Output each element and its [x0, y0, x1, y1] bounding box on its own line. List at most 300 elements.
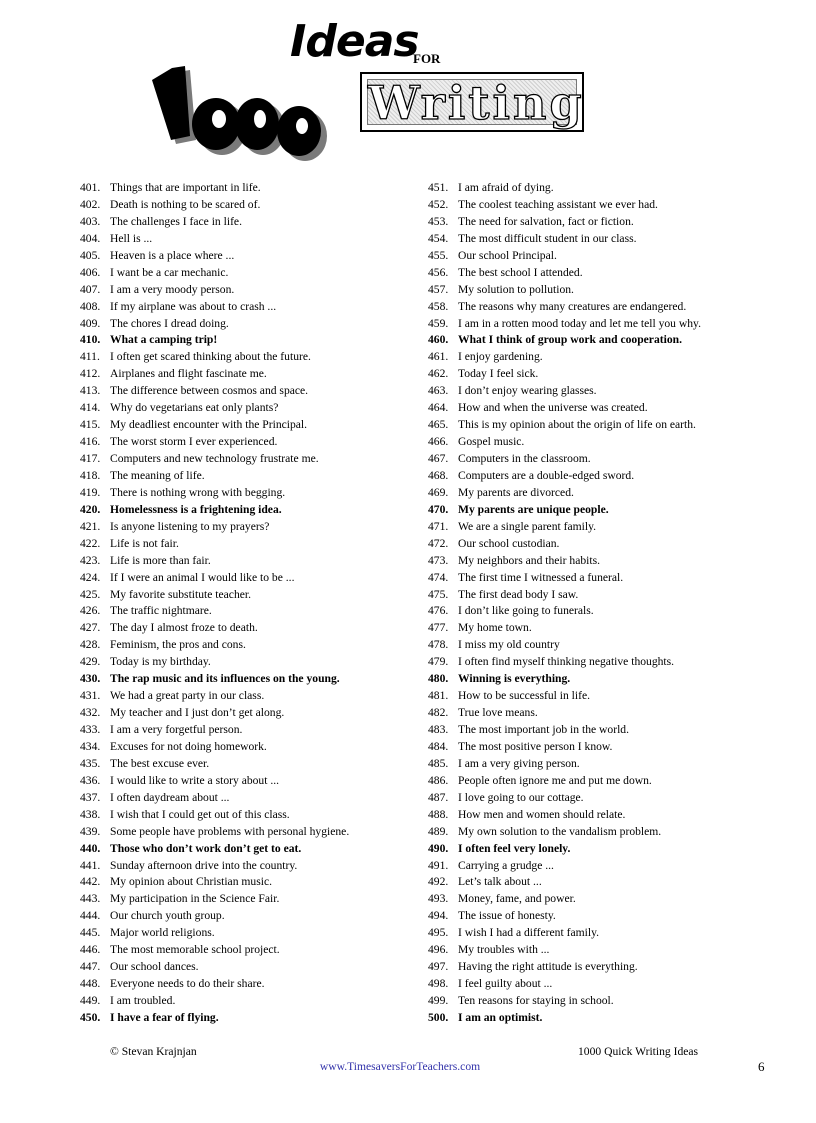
list-item: [80, 197, 420, 214]
item-text: I don’t like going to funerals.: [458, 604, 594, 618]
item-number: 466.: [428, 435, 449, 449]
item-number: 425.: [80, 587, 101, 601]
list-item: [428, 976, 758, 993]
item-text: My neighbors and their habits.: [458, 553, 601, 567]
list-item: [80, 519, 420, 536]
item-text: My own solution to the vandalism problem.: [458, 824, 662, 838]
item-text: I am a very moody person.: [110, 282, 235, 296]
list-item: [80, 332, 420, 349]
list-item: [428, 620, 758, 637]
item-number: 480.: [428, 672, 449, 686]
item-text: Our school dances.: [110, 960, 199, 974]
item-number: 412.: [80, 367, 101, 381]
list-item: [80, 993, 420, 1010]
item-text: Our school Principal.: [458, 248, 557, 262]
item-number: 465.: [428, 418, 449, 432]
list-item: [428, 925, 758, 942]
item-number: 428.: [80, 638, 101, 652]
item-text: The meaning of life.: [110, 468, 205, 482]
item-text: What I think of group work and cooperation.: [458, 333, 682, 347]
item-number: 456.: [428, 265, 449, 279]
list-item: [80, 773, 420, 790]
item-text: Why do vegetarians eat only plants?: [110, 401, 279, 415]
footer-url[interactable]: www.TimesaversForTeachers.com: [319, 1060, 481, 1073]
list-item: [80, 841, 420, 858]
item-text: Is anyone listening to my prayers?: [110, 519, 270, 533]
item-text: I wish that I could get out of this class.: [110, 807, 290, 821]
item-text: Carrying a grudge ...: [458, 858, 554, 872]
footer-book-title: 1000 Quick Writing Ideas: [578, 1045, 699, 1058]
item-number: 433.: [80, 723, 101, 736]
item-text: I miss my old country: [458, 638, 560, 652]
item-text: I am afraid of dying.: [458, 181, 554, 194]
list-item: [80, 908, 420, 925]
list-item: [428, 858, 758, 875]
list-item: [428, 841, 758, 858]
item-number: 446.: [80, 943, 101, 957]
item-text: People often ignore me and put me down.: [458, 773, 652, 787]
item-number: 498.: [428, 977, 449, 991]
list-item: [428, 417, 758, 434]
ideas-list-right: [428, 180, 758, 1027]
list-item: [80, 434, 420, 451]
item-text: I am a very giving person.: [458, 756, 580, 770]
item-number: 458.: [428, 299, 449, 313]
ideas-wordmark: Ideas: [290, 16, 419, 67]
item-number: 419.: [80, 485, 101, 499]
list-item: [428, 891, 758, 908]
page-number: 6: [758, 1059, 765, 1074]
item-text: The challenges I face in life.: [110, 214, 242, 228]
item-number: 491.: [428, 858, 449, 872]
item-text: What a camping trip!: [110, 333, 218, 347]
item-number: 477.: [428, 621, 449, 635]
list-item: [80, 383, 420, 400]
list-item: [80, 570, 420, 587]
item-text: Excuses for not doing homework.: [110, 739, 267, 753]
item-number: 438.: [80, 807, 101, 821]
item-number: 418.: [80, 468, 101, 482]
item-number: 474.: [428, 570, 449, 584]
item-text: I often get scared thinking about the future.: [110, 350, 311, 364]
item-number: 436.: [80, 773, 101, 787]
list-item: [428, 671, 758, 688]
item-text: Computers are a double-edged sword.: [458, 468, 635, 482]
item-text: Let’s talk about ...: [458, 875, 542, 889]
item-number: 499.: [428, 994, 449, 1007]
list-item: [80, 587, 420, 604]
item-text: The day I almost froze to death.: [110, 621, 258, 635]
item-number: 427.: [80, 621, 101, 635]
item-text: I am in a rotten mood today and let me tell you why.: [458, 316, 701, 330]
item-number: 455.: [428, 248, 449, 262]
item-number: 484.: [428, 739, 449, 753]
item-number: 482.: [428, 706, 449, 720]
list-item: [428, 908, 758, 925]
item-text: The reasons why many creatures are endangered.: [458, 299, 687, 313]
item-text: Everyone needs to do their share.: [110, 977, 265, 991]
item-number: 496.: [428, 943, 449, 957]
item-number: 422.: [80, 536, 101, 550]
item-text: The difference between cosmos and space.: [110, 384, 309, 398]
item-number: 420.: [80, 502, 101, 516]
item-text: Some people have problems with personal hygiene.: [110, 824, 350, 838]
item-number: 461.: [428, 350, 449, 364]
item-text: My home town.: [458, 621, 532, 635]
item-text: I often feel very lonely.: [458, 841, 571, 855]
list-item: [428, 332, 758, 349]
item-text: The worst storm I ever experienced.: [110, 435, 278, 449]
item-text: We had a great party in our class.: [110, 689, 265, 703]
item-number: 462.: [428, 367, 449, 381]
list-item: [80, 671, 420, 688]
item-number: 404.: [80, 231, 101, 245]
item-number: 486.: [428, 773, 449, 787]
item-number: 441.: [80, 858, 101, 872]
item-text: Feminism, the pros and cons.: [110, 638, 246, 652]
list-item: [80, 231, 420, 248]
list-item: [80, 451, 420, 468]
item-text: The issue of honesty.: [458, 909, 556, 923]
list-item: [80, 366, 420, 383]
list-item: [80, 925, 420, 942]
list-item: [428, 807, 758, 824]
item-text: The most positive person I know.: [458, 739, 613, 753]
item-text: Those who don’t work don’t get to eat.: [110, 841, 302, 855]
list-item: [428, 299, 758, 316]
item-text: The rap music and its influences on the young.: [110, 672, 340, 686]
item-number: 468.: [428, 468, 449, 482]
item-number: 469.: [428, 485, 449, 499]
list-item: [428, 722, 758, 739]
item-number: 430.: [80, 672, 101, 686]
item-number: 471.: [428, 519, 449, 533]
item-text: I have a fear of flying.: [110, 1010, 219, 1024]
item-text: Death is nothing to be scared of.: [110, 197, 261, 211]
item-text: The need for salvation, fact or fiction.: [458, 214, 634, 228]
item-text: Computers and new technology frustrate me.: [110, 452, 319, 465]
list-item: [80, 858, 420, 875]
item-number: 460.: [428, 333, 449, 347]
item-number: 406.: [80, 265, 101, 279]
item-number: 488.: [428, 807, 449, 821]
item-text: True love means.: [458, 706, 538, 720]
item-number: 411.: [80, 350, 100, 364]
header-logo: [0, 0, 816, 175]
item-number: 472.: [428, 536, 449, 550]
list-item: [80, 400, 420, 417]
item-text: I love going to our cottage.: [458, 790, 584, 804]
item-number: 445.: [80, 926, 101, 940]
item-number: 497.: [428, 960, 449, 974]
item-number: 475.: [428, 587, 449, 601]
list-item: [428, 705, 758, 722]
list-item: [80, 739, 420, 756]
item-text: How to be successful in life.: [458, 689, 591, 703]
item-number: 447.: [80, 960, 101, 974]
item-number: 476.: [428, 604, 449, 618]
item-number: 483.: [428, 723, 449, 736]
list-item: [428, 654, 758, 671]
item-number: 409.: [80, 316, 101, 330]
list-item: [80, 299, 420, 316]
item-text: Airplanes and flight fascinate me.: [110, 367, 267, 381]
writing-banner-pattern: [367, 76, 585, 130]
item-text: The best excuse ever.: [110, 756, 210, 770]
item-number: 450.: [80, 1010, 101, 1024]
item-text: My participation in the Science Fair.: [110, 892, 280, 906]
list-item: [80, 891, 420, 908]
list-item: [428, 214, 758, 231]
list-item: [80, 790, 420, 807]
item-number: 479.: [428, 655, 449, 669]
item-number: 487.: [428, 790, 449, 804]
list-item: [428, 265, 758, 282]
item-text: My teacher and I just don’t get along.: [110, 706, 285, 720]
ideas-list-left: [80, 180, 420, 1027]
list-item: [428, 1010, 758, 1027]
item-number: 452.: [428, 197, 449, 211]
item-text: Money, fame, and power.: [458, 892, 576, 906]
item-text: The most difficult student in our class.: [458, 231, 637, 245]
list-item: [428, 536, 758, 553]
item-number: 403.: [80, 214, 101, 228]
item-number: 431.: [80, 689, 101, 703]
item-number: 439.: [80, 824, 101, 838]
item-text: My solution to pollution.: [458, 282, 574, 296]
list-item: [428, 637, 758, 654]
list-item: [80, 603, 420, 620]
item-text: Computers in the classroom.: [458, 452, 591, 465]
item-text: We are a single parent family.: [458, 519, 597, 533]
item-number: 494.: [428, 909, 449, 923]
list-item: [80, 807, 420, 824]
list-item: [428, 451, 758, 468]
item-text: This is my opinion about the origin of life on earth.: [458, 418, 696, 432]
item-text: I feel guilty about ...: [458, 977, 553, 991]
writing-wordmark: Writing: [368, 76, 585, 130]
list-item: [428, 959, 758, 976]
item-text: Heaven is a place where ...: [110, 248, 235, 262]
item-text: My parents are divorced.: [458, 485, 574, 499]
item-number: 459.: [428, 316, 449, 330]
list-item: [428, 519, 758, 536]
item-number: 429.: [80, 655, 101, 669]
list-item: [80, 722, 420, 739]
item-text: If I were an animal I would like to be ...: [110, 570, 295, 584]
item-text: My favorite substitute teacher.: [110, 587, 252, 601]
list-item: [80, 959, 420, 976]
list-item: [428, 485, 758, 502]
list-item: [428, 688, 758, 705]
list-item: [80, 214, 420, 231]
list-item: [428, 180, 758, 197]
list-item: [428, 366, 758, 383]
item-number: 443.: [80, 892, 101, 906]
number-1000-graphic: [0, 0, 340, 175]
list-item: [428, 349, 758, 366]
list-item: [428, 773, 758, 790]
list-item: [428, 197, 758, 214]
item-text: I often daydream about ...: [110, 790, 230, 804]
list-item: [428, 874, 758, 891]
item-number: 464.: [428, 401, 449, 415]
for-label: FOR: [413, 51, 441, 66]
item-text: My troubles with ...: [458, 943, 550, 957]
list-item: [428, 739, 758, 756]
item-text: I often find myself thinking negative thoughts.: [458, 655, 675, 669]
list-item: [80, 874, 420, 891]
list-item: [428, 231, 758, 248]
list-item: [80, 180, 420, 197]
item-text: Major world religions.: [110, 926, 215, 940]
item-number: 414.: [80, 401, 101, 415]
item-number: 437.: [80, 790, 101, 804]
item-text: There is nothing wrong with begging.: [110, 485, 286, 499]
item-text: How men and women should relate.: [458, 807, 626, 821]
item-text: The most important job in the world.: [458, 723, 629, 736]
item-number: 448.: [80, 977, 101, 991]
list-item: [80, 976, 420, 993]
list-item: [80, 688, 420, 705]
list-item: [428, 502, 758, 519]
item-text: I wish I had a different family.: [458, 926, 600, 940]
item-number: 424.: [80, 570, 101, 584]
list-item: [80, 553, 420, 570]
item-number: 454.: [428, 231, 449, 245]
item-number: 470.: [428, 502, 449, 516]
item-text: Life is not fair.: [110, 536, 179, 550]
list-item: [80, 468, 420, 485]
list-item: [428, 400, 758, 417]
list-item: [80, 502, 420, 519]
item-text: Sunday afternoon drive into the country.: [110, 858, 298, 872]
item-text: The first time I witnessed a funeral.: [458, 570, 624, 584]
item-text: Our school custodian.: [458, 536, 560, 550]
list-item: [80, 756, 420, 773]
item-text: I enjoy gardening.: [458, 350, 543, 364]
list-item: [428, 383, 758, 400]
item-number: 500.: [428, 1010, 449, 1024]
item-text: The first dead body I saw.: [458, 587, 579, 601]
list-item: [428, 603, 758, 620]
list-item: [80, 824, 420, 841]
item-text: The chores I dread doing.: [110, 316, 229, 330]
item-number: 435.: [80, 756, 101, 770]
list-item: [428, 570, 758, 587]
item-text: Gospel music.: [458, 435, 525, 449]
list-item: [80, 265, 420, 282]
item-number: 453.: [428, 214, 449, 228]
item-number: 407.: [80, 282, 101, 296]
item-number: 415.: [80, 418, 101, 432]
item-number: 490.: [428, 841, 449, 855]
item-number: 402.: [80, 197, 101, 211]
list-item: [428, 553, 758, 570]
item-number: 432.: [80, 706, 101, 720]
item-number: 467.: [428, 452, 449, 465]
item-text: The best school I attended.: [458, 265, 583, 279]
list-item: [80, 654, 420, 671]
list-item: [80, 1010, 420, 1027]
list-item: [428, 993, 758, 1010]
item-number: 417.: [80, 452, 101, 465]
item-number: 473.: [428, 553, 449, 567]
list-item: [428, 587, 758, 604]
list-item: [80, 705, 420, 722]
item-number: 444.: [80, 909, 101, 923]
list-item: [80, 485, 420, 502]
item-number: 416.: [80, 435, 101, 449]
item-text: I would like to write a story about ...: [110, 773, 280, 787]
item-text: Our church youth group.: [110, 909, 225, 923]
item-number: 408.: [80, 299, 101, 313]
item-number: 489.: [428, 824, 449, 838]
list-item: [428, 756, 758, 773]
item-text: The coolest teaching assistant we ever had.: [458, 197, 658, 211]
item-number: 426.: [80, 604, 101, 618]
item-text: My parents are unique people.: [458, 502, 609, 516]
list-item: [80, 417, 420, 434]
item-text: My opinion about Christian music.: [110, 875, 272, 889]
list-item: [428, 316, 758, 333]
item-text: Today I feel sick.: [458, 367, 539, 381]
item-text: Hell is ...: [110, 231, 153, 245]
item-number: 463.: [428, 384, 449, 398]
list-item: [428, 468, 758, 485]
item-number: 493.: [428, 892, 449, 906]
item-text: The most memorable school project.: [110, 943, 280, 957]
item-number: 401.: [80, 181, 101, 194]
item-text: Life is more than fair.: [110, 553, 211, 567]
list-item: [428, 248, 758, 265]
item-number: 485.: [428, 756, 449, 770]
item-text: Having the right attitude is everything.: [458, 960, 638, 974]
item-text: My deadliest encounter with the Principal.: [110, 418, 308, 432]
item-number: 410.: [80, 333, 101, 347]
item-number: 492.: [428, 875, 449, 889]
list-item: [80, 316, 420, 333]
item-text: I don’t enjoy wearing glasses.: [458, 384, 597, 398]
list-item: [80, 282, 420, 299]
item-number: 421.: [80, 519, 101, 533]
list-item: [80, 637, 420, 654]
item-number: 478.: [428, 638, 449, 652]
list-item: [80, 620, 420, 637]
list-item: [80, 942, 420, 959]
item-number: 451.: [428, 181, 449, 194]
item-text: I want be a car mechanic.: [110, 265, 229, 279]
list-item: [428, 790, 758, 807]
item-number: 423.: [80, 553, 101, 567]
item-number: 457.: [428, 282, 449, 296]
list-item: [428, 942, 758, 959]
item-number: 481.: [428, 689, 449, 703]
item-text: I am an optimist.: [458, 1010, 543, 1024]
item-text: Ten reasons for staying in school.: [458, 994, 614, 1007]
item-number: 413.: [80, 384, 101, 398]
list-item: [428, 434, 758, 451]
item-text: The traffic nightmare.: [110, 604, 212, 618]
writing-banner: [360, 72, 584, 132]
item-text: Homelessness is a frightening idea.: [110, 502, 282, 516]
footer-author: © Stevan Krajnjan: [110, 1045, 197, 1058]
number-1000-text: 1000: [0, 0, 2, 1]
list-item: [428, 282, 758, 299]
item-number: 434.: [80, 739, 101, 753]
item-text: I am a very forgetful person.: [110, 723, 243, 736]
list-item: [80, 536, 420, 553]
